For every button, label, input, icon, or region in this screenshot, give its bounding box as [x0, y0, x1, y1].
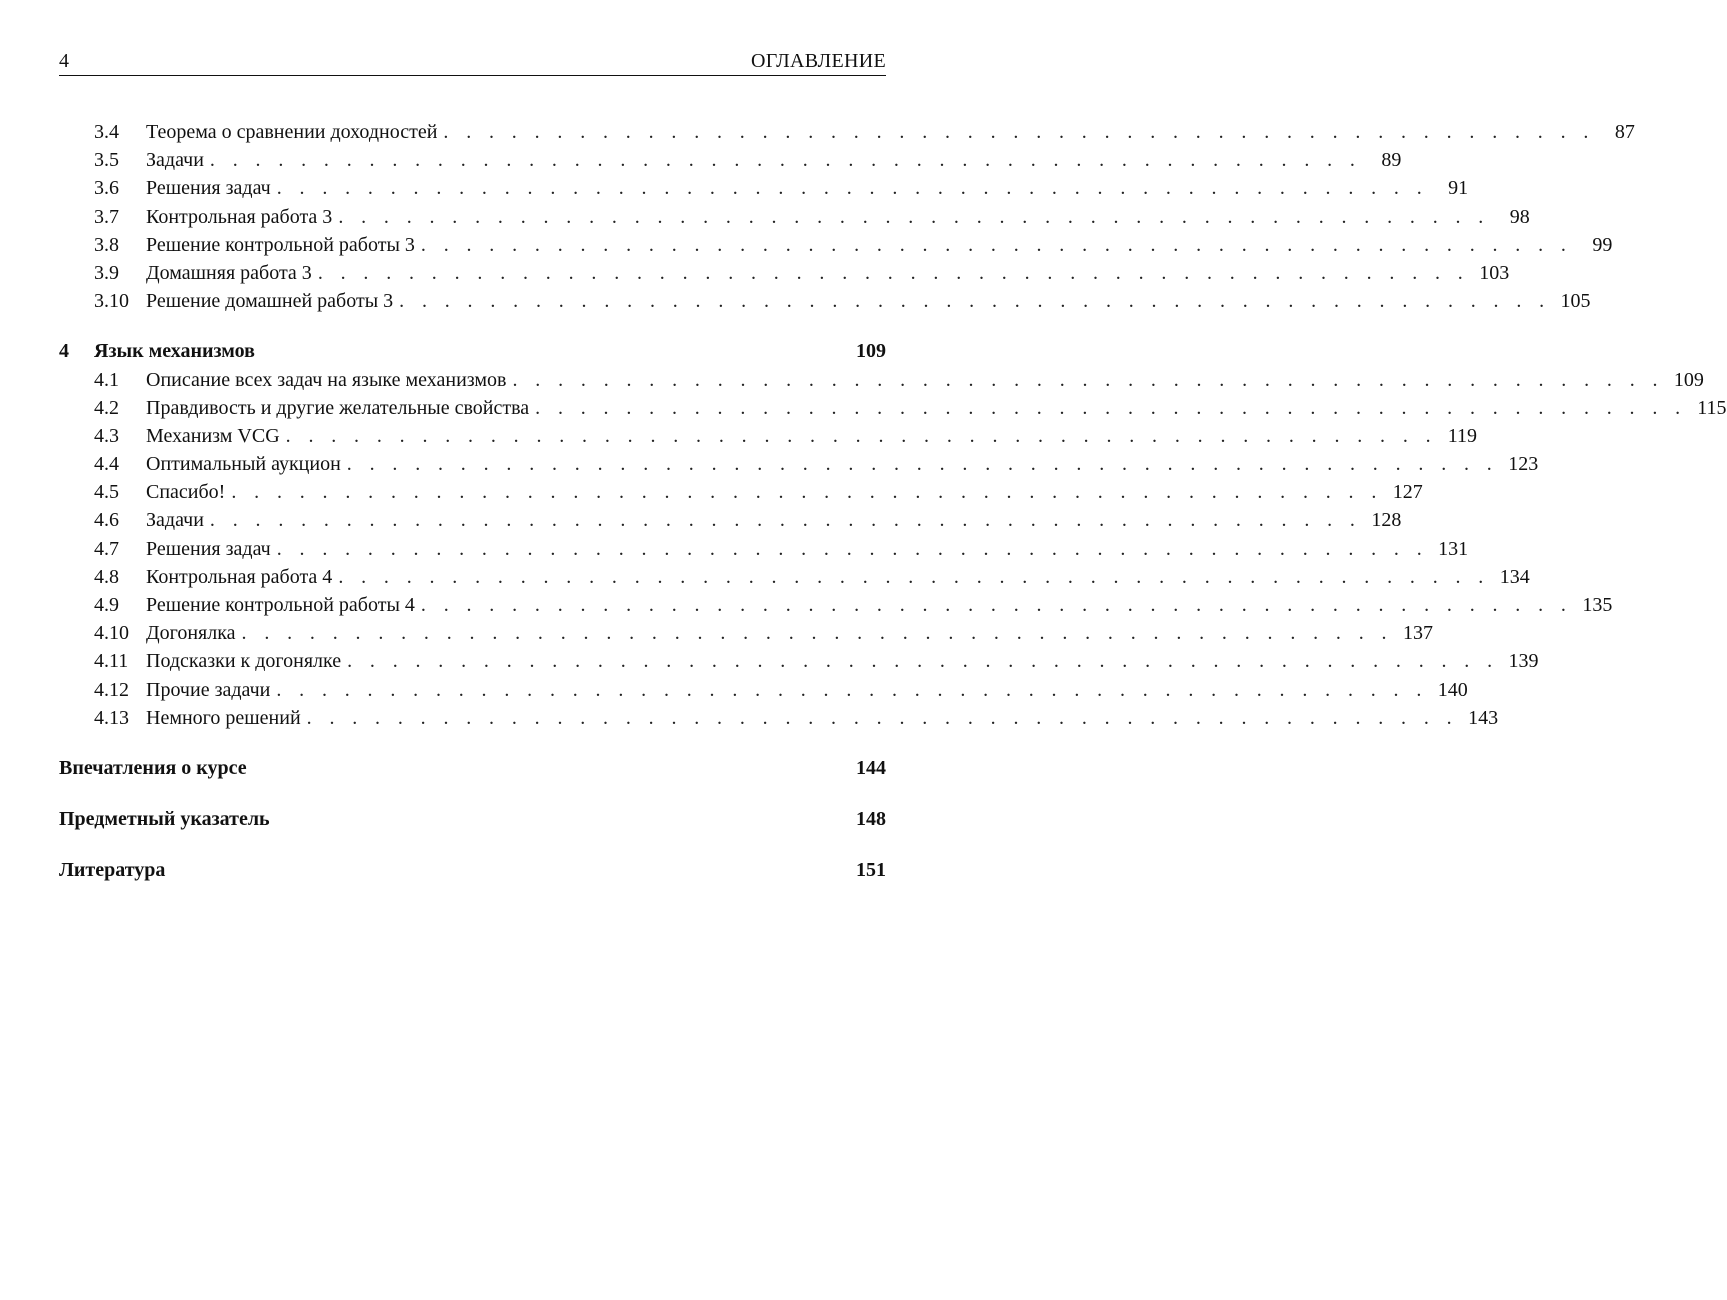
toc-entry[interactable] — [59, 118, 1635, 146]
leader-dots: . . . . . . . . . . . . . . . . . . . . . . . . . . . . . . . . . . . . . . . . . . . . . . . . . . . — [535, 396, 1687, 419]
section-page: 115 — [1697, 396, 1727, 419]
section-page: 87 — [1614, 121, 1635, 143]
header-page-number: 4 — [59, 50, 69, 72]
leader-dots: . . . . . . . . . . . . . . . . . . . . . . . . . . . . . . . . . . . . . . . . . . . . . . . . . . . — [306, 706, 1459, 729]
toc-entry[interactable] — [59, 366, 1704, 394]
section-page: 134 — [1499, 565, 1530, 588]
back-matter-title: Литература — [59, 858, 166, 881]
chapter-4 — [59, 337, 1727, 732]
section-number: 3.8 — [94, 233, 119, 256]
section-number: 4.8 — [94, 565, 119, 588]
section-number: 4.6 — [94, 509, 119, 532]
running-header — [59, 47, 886, 76]
toc-entry[interactable] — [59, 563, 1530, 591]
section-number: 4.2 — [94, 396, 119, 419]
chapter-number: 4 — [59, 340, 69, 363]
toc-entry[interactable] — [59, 287, 1591, 315]
leader-dots: . . . . . . . . . . . . . . . . . . . . . . . . . . . . . . . . . . . . . . . . . . . . . . . . . . . — [276, 537, 1429, 560]
header-running-title: ОГЛАВЛЕНИЕ — [751, 50, 886, 72]
leader-dots: . . . . . . . . . . . . . . . . . . . . . . . . . . . . . . . . . . . . . . . . . . . . . . . . . . . — [346, 453, 1499, 476]
toc-entry[interactable] — [59, 535, 1469, 563]
toc-entry[interactable] — [59, 203, 1530, 231]
leader-dots: . . . . . . . . . . . . . . . . . . . . . . . . . . . . . . . . . . . . . . . . . . . . . . . . . . . — [420, 233, 1573, 256]
leader-dots: . . . . . . . . . . . . . . . . . . . . . . . . . . . . . . . . . . . . . . . . . . . . . . . . . . . — [443, 121, 1595, 143]
leader-dots: . . . . . . . . . . . . . . . . . . . . . . . . . . . . . . . . . . . . . . . . . . . . . . . . . . . — [347, 650, 1499, 673]
section-number: 4.4 — [94, 453, 119, 476]
toc-back-matter-entry[interactable] — [59, 805, 886, 834]
section-page: 128 — [1371, 509, 1402, 532]
section-page: 119 — [1447, 424, 1478, 447]
toc-back-matter-entry[interactable] — [59, 754, 886, 783]
leader-dots: . . . . . . . . . . . . . . . . . . . . . . . . . . . . . . . . . . . . . . . . . . . . . . . . . . . — [209, 509, 1362, 532]
section-title: Спасибо! — [146, 481, 226, 504]
leader-dots: . . . . . . . . . . . . . . . . . . . . . . . . . . . . . . . . . . . . . . . . . . . . . . . . . . . — [241, 622, 1393, 645]
section-number: 4.13 — [94, 706, 129, 729]
section-title: Домашняя работа 3 — [146, 261, 312, 284]
section-title: Решение контрольной работы 4 — [146, 594, 415, 616]
toc-back-matter-entry[interactable] — [59, 856, 886, 885]
section-title: Немного решений — [146, 706, 301, 729]
leader-dots: . . . . . . . . . . . . . . . . . . . . . . . . . . . . . . . . . . . . . . . . . . . . . . . . . . . — [276, 177, 1429, 200]
section-page: 91 — [1448, 177, 1469, 200]
section-title: Решения задач — [146, 177, 271, 200]
section-number: 4.7 — [94, 537, 119, 560]
section-number: 3.4 — [94, 121, 119, 143]
leader-dots: . . . . . . . . . . . . . . . . . . . . . . . . . . . . . . . . . . . . . . . . . . . . . . . . . . . — [512, 368, 1664, 391]
leader-dots: . . . . . . . . . . . . . . . . . . . . . . . . . . . . . . . . . . . . . . . . . . . . . . . . . . . — [399, 290, 1551, 313]
section-number: 4.3 — [94, 424, 119, 447]
section-page: 131 — [1438, 537, 1469, 560]
toc-entry[interactable] — [59, 647, 1539, 675]
toc-entry[interactable] — [59, 478, 1423, 506]
toc-entry[interactable] — [59, 506, 1402, 534]
section-page: 143 — [1468, 706, 1499, 729]
chapter-3-sections — [59, 118, 1635, 315]
section-number: 3.10 — [94, 290, 129, 313]
section-title: Прочие задачи — [146, 678, 271, 701]
section-title: Описание всех задач на языке механизмов — [146, 368, 507, 391]
toc-entry[interactable] — [59, 259, 1510, 287]
leader-dots: . . . . . . . . . . . . . . . . . . . . . . . . . . . . . . . . . . . . . . . . . . . . . . . . . . . — [231, 481, 1383, 504]
section-title: Подсказки к догонялке — [146, 650, 342, 673]
section-number: 3.7 — [94, 205, 119, 228]
back-matter-page: 151 — [856, 858, 886, 881]
toc-entry[interactable] — [59, 591, 1613, 619]
section-number: 3.9 — [94, 261, 119, 284]
section-title: Правдивость и другие желательные свойства — [146, 396, 530, 419]
section-page: 127 — [1392, 481, 1423, 504]
section-title: Контрольная работа 4 — [146, 565, 333, 588]
section-page: 140 — [1437, 678, 1468, 701]
section-number: 4.9 — [94, 594, 119, 616]
section-page: 105 — [1560, 290, 1591, 313]
toc-entry[interactable] — [59, 174, 1469, 202]
section-title: Решения задач — [146, 537, 271, 560]
section-page: 135 — [1582, 594, 1613, 616]
chapter-title: Язык механизмов — [94, 340, 255, 363]
section-number: 4.12 — [94, 678, 129, 701]
leader-dots: . . . . . . . . . . . . . . . . . . . . . . . . . . . . . . . . . . . . . . . . . . . . . . . . . . . — [338, 565, 1490, 588]
section-number: 3.6 — [94, 177, 119, 200]
toc-entry[interactable] — [59, 394, 1727, 422]
toc-entry[interactable] — [59, 619, 1433, 647]
table-of-contents — [59, 118, 1727, 885]
leader-dots: . . . . . . . . . . . . . . . . . . . . . . . . . . . . . . . . . . . . . . . . . . . . . . . . . . . — [338, 205, 1490, 228]
toc-entry[interactable] — [59, 704, 1499, 732]
toc-entry[interactable] — [59, 231, 1613, 259]
section-title: Теорема о сравнении доходностей — [146, 121, 438, 143]
section-page: 89 — [1381, 149, 1402, 172]
leader-dots: . . . . . . . . . . . . . . . . . . . . . . . . . . . . . . . . . . . . . . . . . . . . . . . . . . . — [276, 678, 1428, 701]
section-number: 4.11 — [94, 650, 129, 673]
leader-dots: . . . . . . . . . . . . . . . . . . . . . . . . . . . . . . . . . . . . . . . . . . . . . . . . . . . — [317, 261, 1470, 284]
leader-dots: . . . . . . . . . . . . . . . . . . . . . . . . . . . . . . . . . . . . . . . . . . . . . . . . . . . — [420, 594, 1573, 616]
section-title: Механизм VCG — [146, 424, 280, 447]
chapter-gap — [59, 783, 886, 805]
section-number: 3.5 — [94, 149, 119, 172]
section-title: Задачи — [146, 509, 204, 532]
chapter-gap — [59, 732, 886, 754]
back-matter-page: 148 — [856, 807, 886, 830]
section-title: Решение домашней работы 3 — [146, 290, 394, 313]
section-page: 123 — [1508, 453, 1539, 476]
toc-chapter-entry[interactable] — [59, 337, 886, 365]
chapter-page: 109 — [856, 340, 886, 363]
toc-entry[interactable] — [59, 422, 1478, 450]
back-matter-title: Впечатления о курсе — [59, 756, 247, 779]
section-page: 137 — [1402, 622, 1433, 645]
section-page: 98 — [1509, 205, 1530, 228]
toc-entry[interactable] — [59, 450, 1539, 478]
section-page: 139 — [1508, 650, 1539, 673]
section-title: Задачи — [146, 149, 204, 172]
toc-entry[interactable] — [59, 676, 1468, 704]
back-matter-title: Предметный указатель — [59, 807, 270, 830]
section-title: Оптимальный аукцион — [146, 453, 341, 476]
chapter-gap — [59, 834, 886, 856]
section-number: 4.10 — [94, 622, 129, 645]
leader-dots: . . . . . . . . . . . . . . . . . . . . . . . . . . . . . . . . . . . . . . . . . . . . . . . . . . . — [285, 424, 1438, 447]
section-title: Догонялка — [146, 622, 236, 645]
section-title: Контрольная работа 3 — [146, 205, 333, 228]
section-title: Решение контрольной работы 3 — [146, 233, 415, 256]
back-matter-page: 144 — [856, 756, 886, 779]
section-page: 109 — [1673, 368, 1704, 391]
section-number: 4.5 — [94, 481, 119, 504]
section-number: 4.1 — [94, 368, 119, 391]
toc-entry[interactable] — [59, 146, 1402, 174]
section-page: 103 — [1479, 261, 1510, 284]
chapter-gap — [59, 315, 886, 337]
leader-dots: . . . . . . . . . . . . . . . . . . . . . . . . . . . . . . . . . . . . . . . . . . . . . . . . . . . — [209, 149, 1362, 172]
section-page: 99 — [1592, 233, 1613, 256]
